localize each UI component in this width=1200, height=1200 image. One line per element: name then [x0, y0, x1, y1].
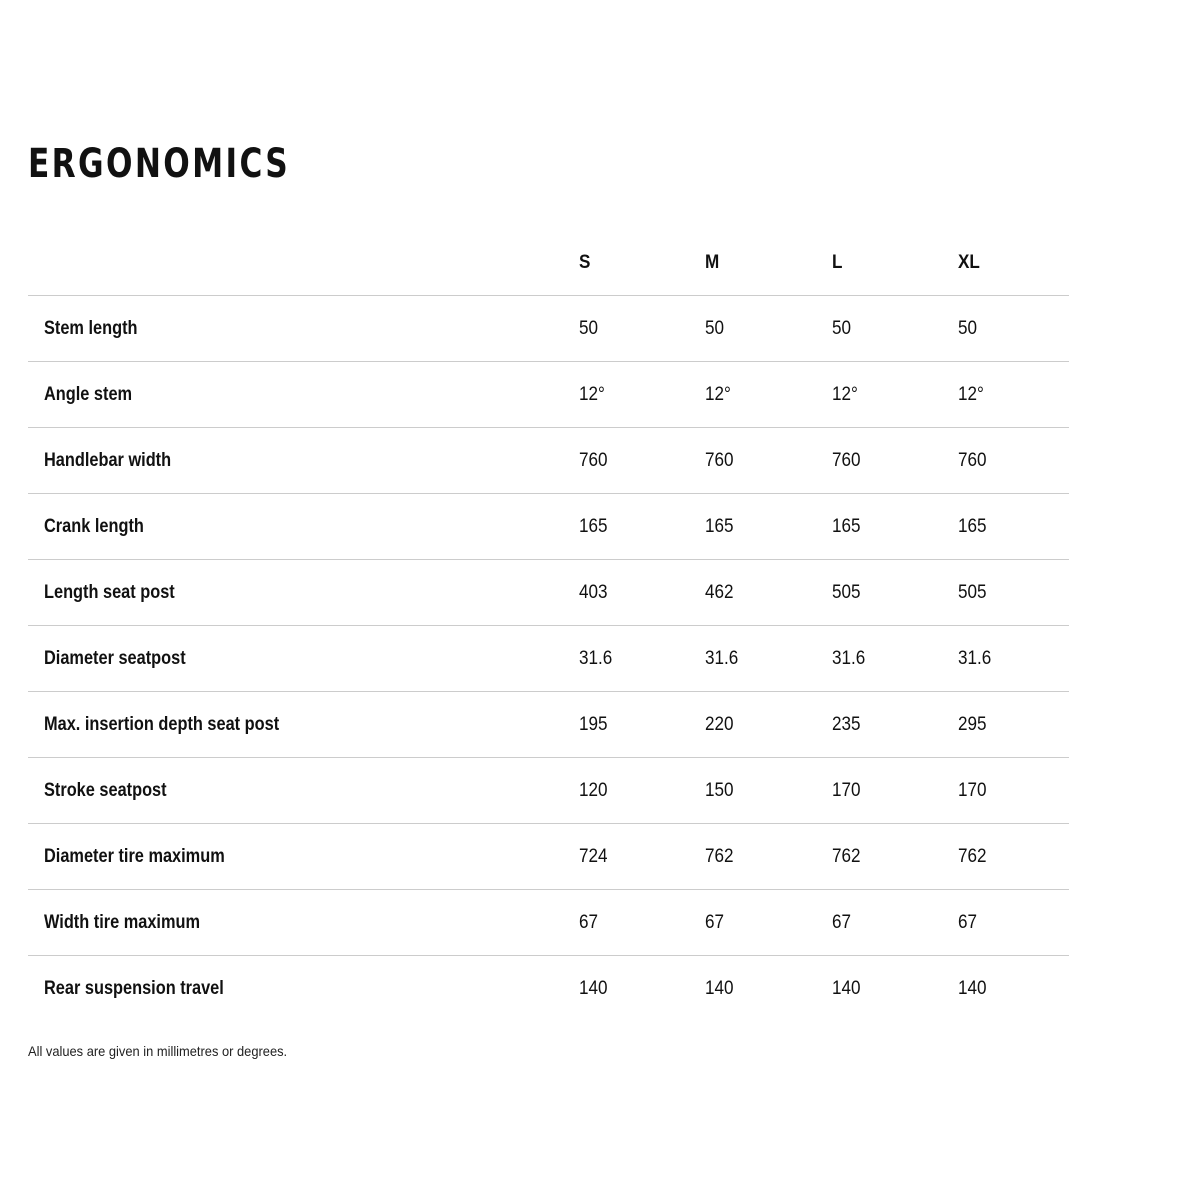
value-s: 12° [579, 384, 605, 405]
value-xl: 140 [958, 978, 987, 999]
table-row [28, 362, 1069, 428]
table-row [28, 890, 1069, 956]
value-xl: 505 [958, 582, 987, 603]
row-label: Crank length [44, 516, 144, 537]
row-label: Handlebar width [44, 450, 172, 471]
value-l: 762 [832, 846, 861, 867]
value-m: 220 [705, 714, 734, 735]
value-m: 462 [705, 582, 734, 603]
value-l: 140 [832, 978, 861, 999]
table-row [28, 428, 1069, 494]
size-header-s: S [579, 252, 591, 273]
table-row [28, 824, 1069, 890]
value-m: 150 [705, 780, 734, 801]
row-label: Rear suspension travel [44, 978, 224, 999]
row-label: Diameter tire maximum [44, 846, 225, 867]
value-xl: 67 [958, 912, 978, 933]
value-m: 140 [705, 978, 734, 999]
table-row [28, 956, 1069, 1021]
table-header-row [28, 230, 1069, 296]
row-label: Diameter seatpost [44, 648, 186, 669]
row-label: Stroke seatpost [44, 780, 167, 801]
value-l: 50 [832, 318, 852, 339]
value-s: 760 [579, 450, 608, 471]
value-s: 67 [579, 912, 599, 933]
value-m: 12° [705, 384, 731, 405]
value-s: 403 [579, 582, 608, 603]
value-s: 120 [579, 780, 608, 801]
size-header-m: M [705, 252, 720, 273]
page-title: ERGONOMICS [28, 141, 291, 187]
row-label: Max. insertion depth seat post [44, 714, 280, 735]
size-header-l: L [832, 252, 843, 273]
value-xl: 31.6 [958, 648, 992, 669]
value-l: 505 [832, 582, 861, 603]
value-l: 760 [832, 450, 861, 471]
table-row [28, 692, 1069, 758]
row-label: Angle stem [44, 384, 133, 405]
value-xl: 12° [958, 384, 984, 405]
table-row [28, 626, 1069, 692]
value-s: 724 [579, 846, 608, 867]
value-l: 12° [832, 384, 858, 405]
ergonomics-table [28, 230, 1069, 1021]
value-m: 50 [705, 318, 725, 339]
row-label: Stem length [44, 318, 138, 339]
value-s: 195 [579, 714, 608, 735]
value-l: 170 [832, 780, 861, 801]
value-m: 31.6 [705, 648, 739, 669]
value-s: 31.6 [579, 648, 613, 669]
row-label: Width tire maximum [44, 912, 201, 933]
value-l: 67 [832, 912, 852, 933]
table-row [28, 494, 1069, 560]
value-l: 235 [832, 714, 861, 735]
value-m: 165 [705, 516, 734, 537]
table-row [28, 296, 1069, 362]
value-s: 165 [579, 516, 608, 537]
row-label: Length seat post [44, 582, 175, 603]
value-xl: 165 [958, 516, 987, 537]
value-xl: 295 [958, 714, 987, 735]
value-s: 140 [579, 978, 608, 999]
table-row [28, 758, 1069, 824]
value-xl: 762 [958, 846, 987, 867]
value-l: 31.6 [832, 648, 866, 669]
value-m: 67 [705, 912, 725, 933]
value-l: 165 [832, 516, 861, 537]
footnote: All values are given in millimetres or degrees. [28, 1043, 288, 1059]
size-header-xl: XL [958, 252, 980, 273]
value-xl: 50 [958, 318, 978, 339]
value-s: 50 [579, 318, 599, 339]
value-m: 760 [705, 450, 734, 471]
value-m: 762 [705, 846, 734, 867]
table-row [28, 560, 1069, 626]
value-xl: 170 [958, 780, 987, 801]
value-xl: 760 [958, 450, 987, 471]
